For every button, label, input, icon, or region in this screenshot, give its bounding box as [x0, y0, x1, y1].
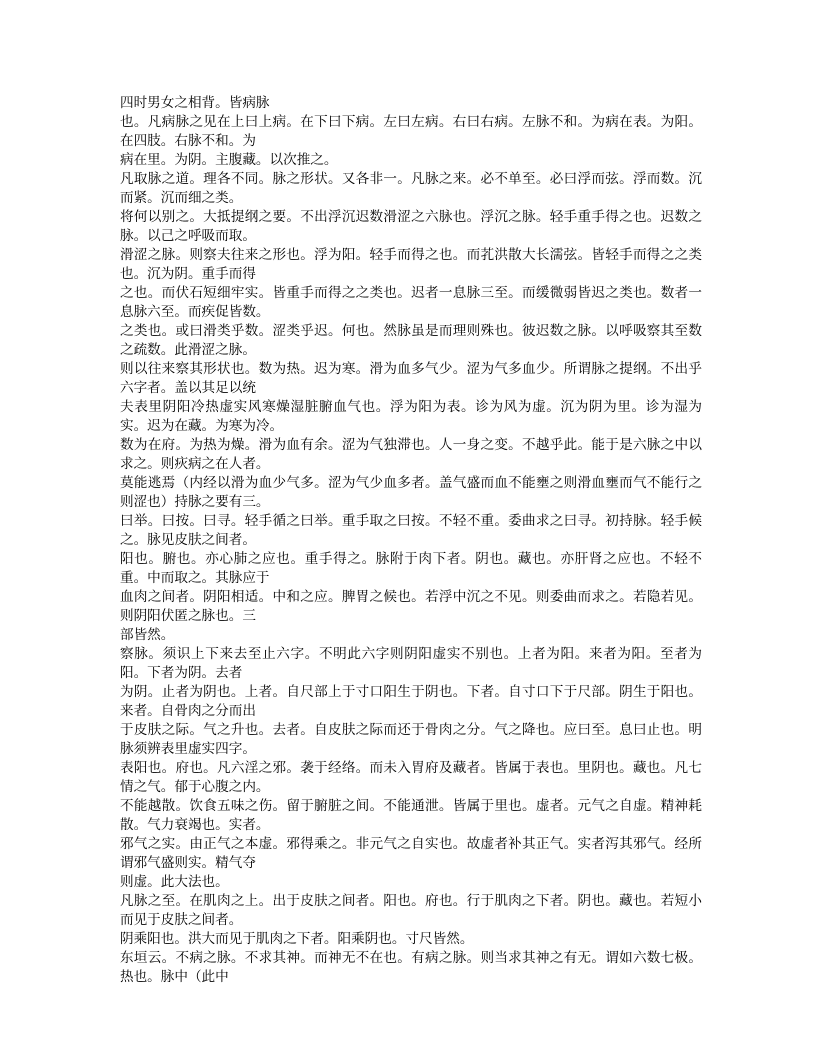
paragraph: 之也。而伏石短细牢实。皆重手而得之之类也。迟者一息脉三至。而缓微弱皆迟之类也。数者一息脉六至。而疾促皆数。 — [120, 285, 702, 320]
document-page — [120, 94, 702, 987]
paragraph: 则虚。此大法也。 — [120, 874, 229, 890]
paragraph: 为阴。止者为阴也。上者。自尺部上于寸口阳生于阴也。下者。自寸口下于尺部。阴生于阳也。来者。自骨肉之分而出 — [120, 684, 702, 719]
paragraph: 察脉。须识上下来去至止六字。不明此六字则阴阳虚实不别也。上者为阳。来者为阳。至者为阳。下者为阴。去者 — [120, 646, 702, 681]
paragraph: 夫表里阴阳冷热虚实风寒燥湿脏腑血气也。浮为阳为表。诊为风为虚。沉为阴为里。诊为湿为实。迟为在藏。为寒为冷。 — [120, 399, 702, 434]
paragraph: 东垣云。不病之脉。不求其神。而神无不在也。有病之脉。则当求其神之有无。谓如六数七极。热也。脉中（此中 — [120, 950, 702, 985]
paragraph: 凡脉之至。在肌肉之上。出于皮肤之间者。阳也。府也。行于肌肉之下者。阴也。藏也。若短小而见于皮肤之间者。 — [120, 893, 702, 928]
paragraph: 数为在府。为热为燥。滑为血有余。涩为气独滞也。人一身之变。不越乎此。能于是六脉之中以求之。则疢病之在人者。 — [120, 437, 702, 472]
paragraph: 表阳也。府也。凡六淫之邪。袭于经络。而未入胃府及藏者。皆属于表也。里阴也。藏也。凡七情之气。郁于心腹之内。 — [120, 760, 702, 795]
paragraph: 也。凡病脉之见在上曰上病。在下曰下病。左曰左病。右曰右病。左脉不和。为病在表。为阳。在四肢。右脉不和。为 — [120, 114, 702, 149]
paragraph: 于皮肤之际。气之升也。去者。自皮肤之际而还于骨肉之分。气之降也。应曰至。息曰止也。明脉须辨表里虚实四字。 — [120, 722, 702, 757]
paragraph: 莫能逃焉（内经以滑为血少气多。涩为气少血多者。盖气盛而血不能壅之则滑血壅而气不能行之则涩也）持脉之要有三。 — [120, 475, 702, 510]
paragraph: 不能越散。饮食五味之伤。留于腑脏之间。不能通泄。皆属于里也。虚者。元气之自虚。精神耗散。气力衰竭也。实者。 — [120, 798, 702, 833]
paragraph: 凡取脉之道。理各不同。脉之形状。又各非一。凡脉之来。必不单至。必曰浮而弦。浮而数。沉而紧。沉而细之类。 — [120, 171, 702, 206]
paragraph: 则以往来察其形状也。数为热。迟为寒。滑为血多气少。涩为气多血少。所谓脉之提纲。不出乎六字者。盖以其足以统 — [120, 361, 702, 396]
paragraph: 曰举。曰按。曰寻。轻手循之曰举。重手取之曰按。不轻不重。委曲求之曰寻。初持脉。轻手候之。脉见皮肤之间者。 — [120, 513, 702, 548]
paragraph: 病在里。为阴。主腹藏。以次推之。 — [120, 152, 338, 168]
paragraph: 部皆然。 — [120, 627, 175, 643]
paragraph: 将何以别之。大抵提纲之要。不出浮沉迟数滑涩之六脉也。浮沉之脉。轻手重手得之也。迟数之脉。以己之呼吸而取。 — [120, 209, 702, 244]
paragraph: 之类也。或曰滑类乎数。涩类乎迟。何也。然脉虽是而理则殊也。彼迟数之脉。以呼吸察其至数之疏数。此滑涩之脉。 — [120, 323, 702, 358]
paragraph: 阳也。腑也。亦心肺之应也。重手得之。脉附于肉下者。阴也。藏也。亦肝肾之应也。不轻不重。中而取之。其脉应于 — [120, 551, 702, 586]
paragraph: 滑涩之脉。则察夫往来之形也。浮为阳。轻手而得之也。而芤洪散大长濡弦。皆轻手而得之之类也。沉为阴。重手而得 — [120, 247, 702, 282]
paragraph: 血肉之间者。阴阳相适。中和之应。脾胃之候也。若浮中沉之不见。则委曲而求之。若隐若见。则阴阳伏匿之脉也。三 — [120, 589, 702, 624]
paragraph: 邪气之实。由正气之本虚。邪得乘之。非元气之自实也。故虚者补其正气。实者泻其邪气。经所谓邪气盛则实。精气夺 — [120, 836, 702, 871]
paragraph: 阴乘阳也。洪大而见于肌肉之下者。阳乘阴也。寸尺皆然。 — [120, 931, 474, 947]
paragraph: 四时男女之相背。皆病脉 — [120, 95, 270, 111]
